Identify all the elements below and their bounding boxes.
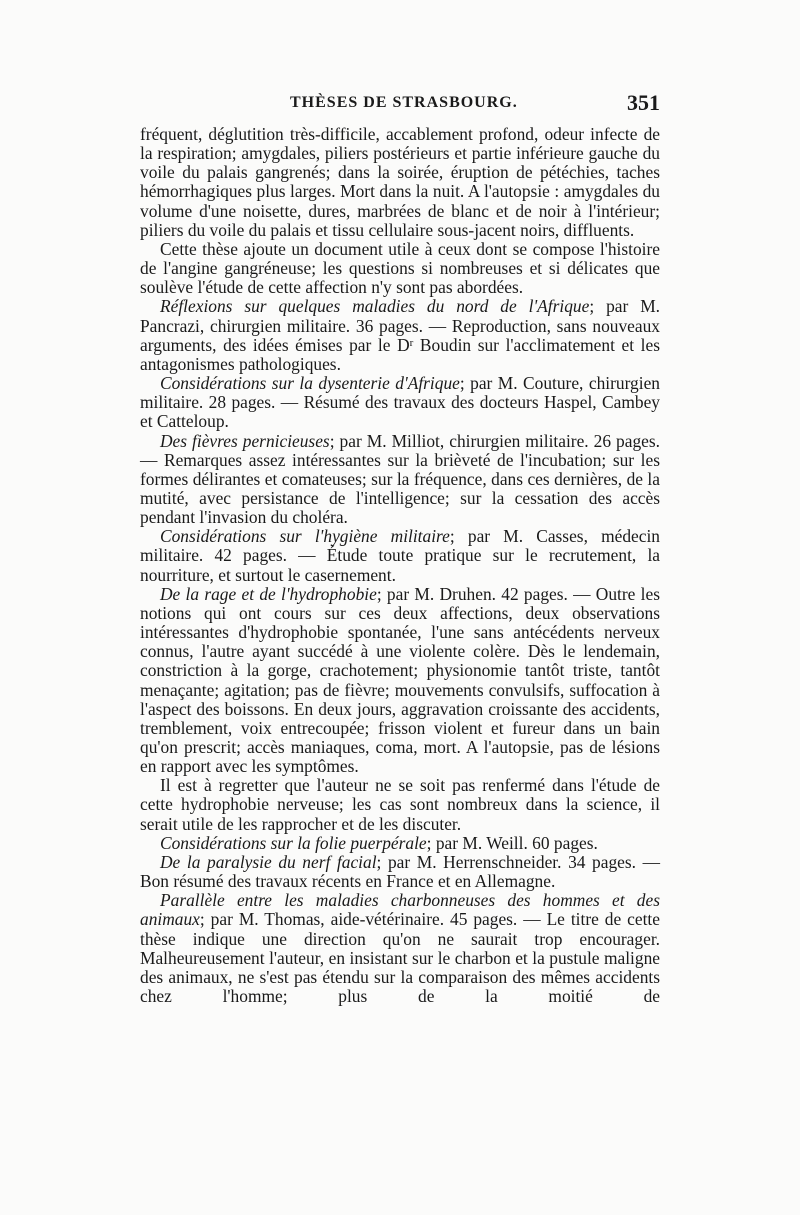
entry-text: ; par M. Pancrazi, chirurgien militaire. 36 pages. — Reproduction, sans nouveaux arguments, des idées émises par le D bbox=[140, 296, 661, 355]
thesis-title: Réflexions sur quelques maladies du nord de l'Afrique bbox=[160, 296, 590, 317]
thesis-entry bbox=[140, 432, 660, 528]
thesis-entry bbox=[140, 585, 660, 777]
paragraph-text: Il est à regretter que l'auteur ne se soit pas renfermé dans l'étude de cette hydrophobie nerveuse; les cas sont nombreux dans la science, il serait utile de les rapprocher et de les discuter. bbox=[140, 775, 660, 834]
thesis-title: De la paralysie du nerf facial bbox=[160, 851, 377, 872]
thesis-title: Considérations sur l'hygiène militaire bbox=[160, 526, 450, 547]
running-title: THÈSES DE STRASBOURG. bbox=[290, 94, 518, 111]
thesis-title: Considérations sur la dysenterie d'Afrique bbox=[160, 373, 460, 394]
thesis-entry bbox=[140, 834, 660, 853]
thesis-title: De la rage et de l'hydrophobie bbox=[160, 583, 377, 604]
entry-text: ; par M. Herrenschneider. 34 pages. — Bon résumé des travaux récents en France et en Allemagne. bbox=[140, 851, 660, 892]
entry-text: ; par M. Druhen. 42 pages. — Outre les notions qui ont cours sur ces deux affections, deux observations intéressantes d'hydrophobie spontanée, l'une sans antécédents nerveux connus, l'autre ayant succédé à une violente colère. Dès le lendemain, constriction à la gorge, crachotement; physionomie tantôt triste, tantôt menaçante; agitation; pas de fièvre; mouvements convulsifs, suffocation à l'aspect des boissons. En deux jours, aggravation croissante des accidents, tremblement, voix entrecoupée; frisson violent et fureur dans un bain qu'on prescrit; accès maniaques, coma, mort. A l'autopsie, pas de lésions en rapport avec les symptômes. bbox=[140, 583, 660, 777]
paragraph-text: Cette thèse ajoute un document utile à ceux dont se compose l'histoire de l'angine gangréneuse; les questions si nombreuses et si délicates que soulève l'étude de cette affection n'y sont pas abordées. bbox=[140, 238, 660, 298]
thesis-entry bbox=[140, 297, 660, 374]
entry-text: ; par M. Couture, chirurgien militaire. 28 pages. — Résumé des travaux des docteurs Haspel, Cambey et Catteloup. bbox=[140, 373, 660, 432]
thesis-entry bbox=[140, 853, 660, 891]
entry-text-continued: Boudin sur l'acclimatement et les antagonismes pathologiques. bbox=[140, 334, 660, 374]
running-header bbox=[140, 90, 660, 124]
thesis-entry bbox=[140, 374, 660, 431]
entry-text: ; par M. Casses, médecin militaire. 42 pages. — Étude toute pratique sur le recrutement, la nourriture, et surtout le casernement. bbox=[140, 526, 660, 585]
entry-text: ; par M. Thomas, aide-vétérinaire. 45 pages. — Le titre de cette thèse indique une direction qu'on ne saurait trop encourager. Malheureusement l'auteur, en insistant sur le charbon et la pustule maligne des animaux, ne s'est pas étendu sur la comparaison des mêmes accidents chez l'homme; plus de la moitié de bbox=[140, 909, 660, 1007]
entry-text: ; par M. Weill. 60 pages. bbox=[426, 832, 598, 853]
body-text bbox=[140, 125, 660, 1006]
thesis-entry bbox=[140, 891, 660, 1006]
entry-text: ; par M. Milliot, chirurgien militaire. 26 pages. — Remarques assez intéressantes sur la brièveté de l'incubation; sur les formes délirantes et comateuses; sur la fréquence, dans ces dernières, de la mutité, avec persistance de l'intelligence; sur la cessation des accès pendant l'invasion du choléra. bbox=[140, 430, 660, 528]
paragraph bbox=[140, 240, 660, 297]
paragraph bbox=[140, 125, 660, 240]
paragraph-text: fréquent, déglutition très-difficile, accablement profond, odeur infecte de la respiration; amygdales, piliers postérieurs et partie inférieure gauche du voile du palais gangrenés; dans la soirée, éruption de pétéchies, taches hémorrhagiques plus larges. Mort dans la nuit. A l'autopsie : amygdales du volume d'une noisette, dures, marbrées de blanc et de noir à l'intérieur; piliers du voile du palais et tissu cellulaire sous-jacent noirs, diffluents. bbox=[140, 124, 660, 240]
thesis-title: Parallèle entre les maladies charbonneuses des hommes et des animaux bbox=[140, 890, 660, 930]
page-number: 351 bbox=[627, 90, 660, 115]
thesis-title: Considérations sur la folie puerpérale bbox=[160, 832, 427, 853]
paragraph bbox=[140, 776, 660, 833]
thesis-title: Des fièvres pernicieuses bbox=[160, 430, 330, 451]
thesis-entry bbox=[140, 527, 660, 584]
superscript: r bbox=[409, 336, 414, 349]
